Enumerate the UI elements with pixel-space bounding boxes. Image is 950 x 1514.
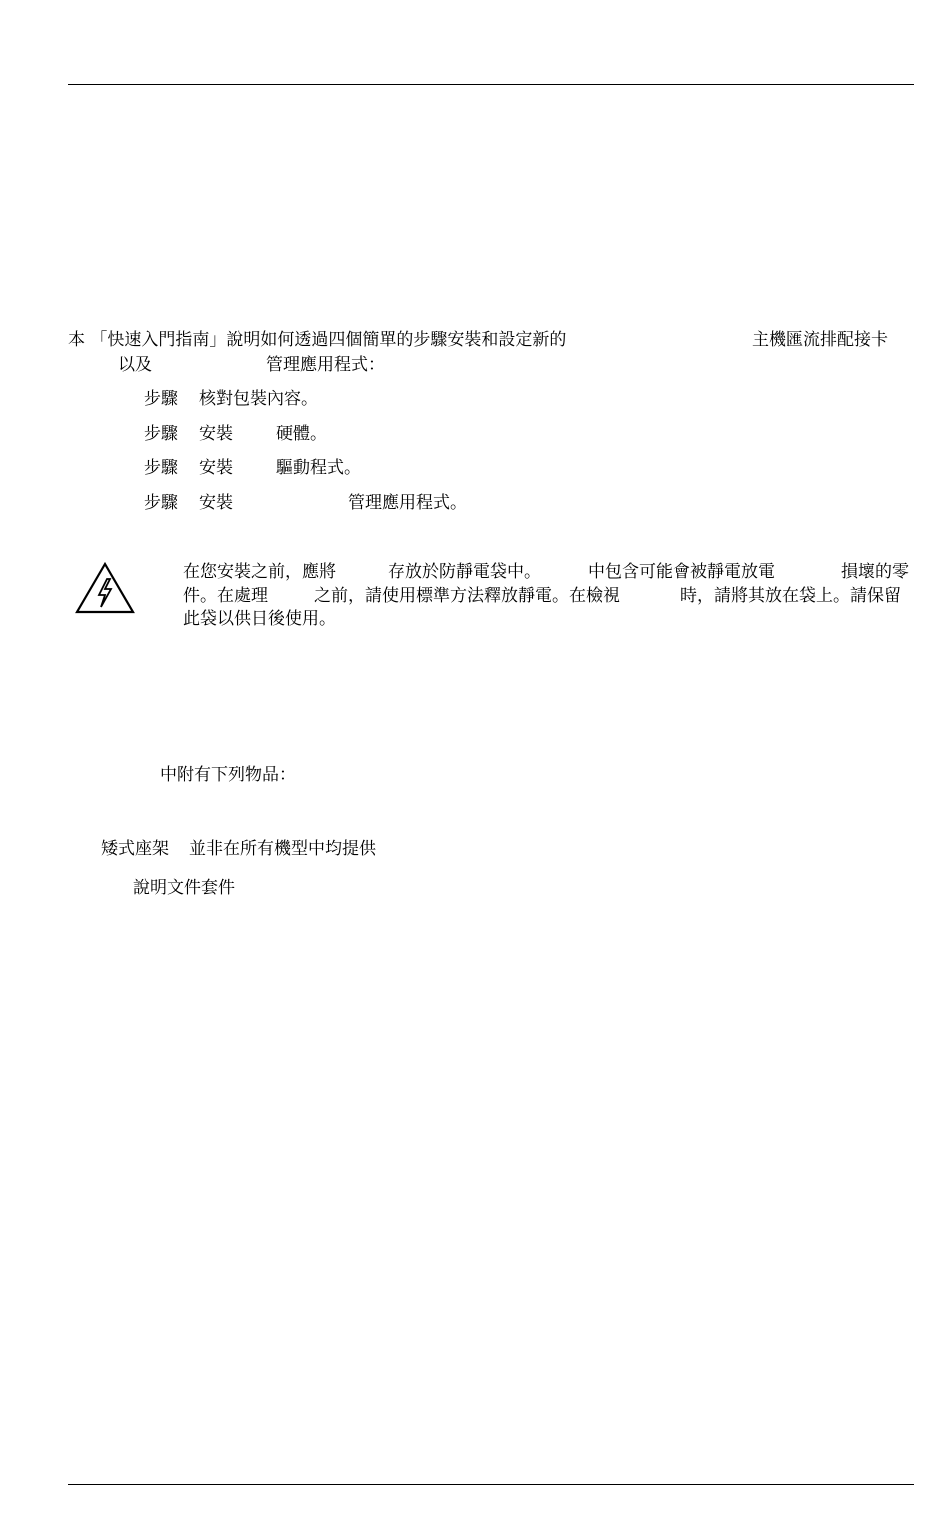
warning-text: 件。在處理 [183, 586, 268, 606]
step-2-description: 安裝 [199, 424, 233, 444]
contents-intro: 中附有下列物品： [160, 765, 296, 785]
step-4-label: 步驟 [144, 493, 178, 513]
warning-text: 此袋以供日後使用。 [183, 609, 336, 629]
warning-text: 損壞的零 [841, 562, 909, 582]
footer-rule [68, 1484, 914, 1485]
step-2-description: 硬體。 [276, 424, 327, 444]
intro-text: 主機匯流排配接卡 [752, 330, 888, 350]
step-3-description: 安裝 [199, 458, 233, 478]
warning-text: 在您安裝之前，應將 [183, 562, 336, 582]
warning-text: 之前，請使用標準方法釋放靜電。在檢視 [314, 586, 620, 606]
step-1-label: 步驟 [144, 389, 178, 409]
intro-text: 管理應用程式： [266, 355, 385, 375]
contents-item-bracket-note: 並非在所有機型中均提供 [189, 839, 376, 859]
contents-item-documentation: 說明文件套件 [133, 878, 235, 898]
warning-text: 時，請將其放在袋上。請保留 [680, 586, 901, 606]
step-4-description: 管理應用程式。 [348, 493, 467, 513]
intro-text: 以及 [118, 355, 152, 375]
contents-item-bracket: 矮式座架 [101, 839, 169, 859]
step-3-label: 步驟 [144, 458, 178, 478]
step-4-description: 安裝 [199, 493, 233, 513]
electrostatic-warning-icon [74, 561, 136, 615]
step-1-description: 核對包裝內容。 [199, 389, 318, 409]
step-3-description: 驅動程式。 [276, 458, 361, 478]
header-rule [68, 84, 914, 85]
step-2-label: 步驟 [144, 424, 178, 444]
warning-text: 中包含可能會被靜電放電 [588, 562, 775, 582]
warning-text: 存放於防靜電袋中。 [388, 562, 541, 582]
intro-text: 本 「快速入門指南」說明如何透過四個簡單的步驟安裝和設定新的 [68, 330, 567, 350]
